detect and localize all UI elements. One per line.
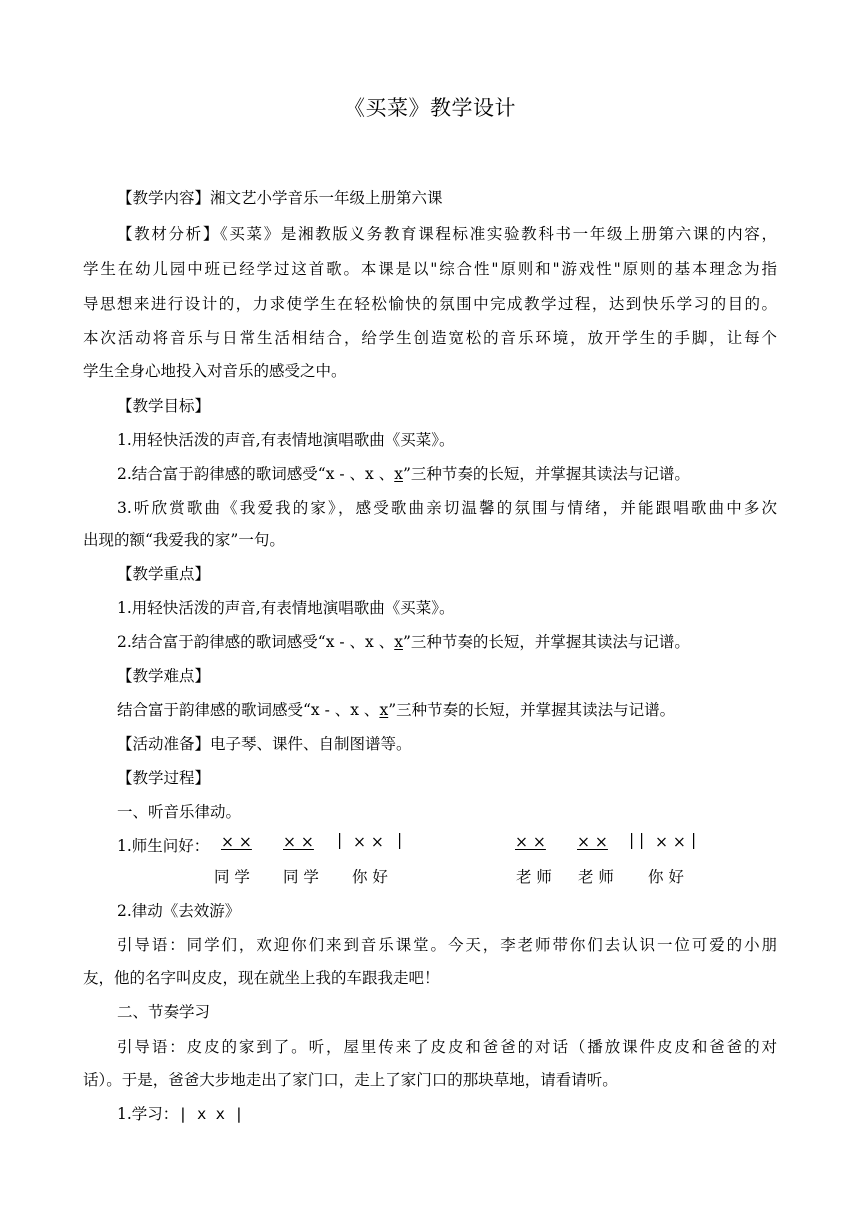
guide-1-line-1: 引导语：同学们，欢迎你们来到音乐课堂。今天，李老师带你们去认识一位可爱的小朋	[117, 936, 777, 954]
difficulty-heading: 【教学难点】	[117, 667, 211, 685]
rhythm-beat: × ×	[283, 833, 314, 851]
lyric-word: 你 好	[352, 868, 388, 886]
greeting-label: 1.师生问好：	[117, 837, 210, 855]
goal-1: 1.用轻快活泼的声音,有表情地演唱歌曲《买菜》。	[117, 431, 455, 449]
rhythm-beat: × ×	[515, 833, 546, 851]
rhythm-beat: × ×	[577, 833, 608, 851]
rhythm-beat: × ×	[221, 833, 252, 851]
learn-line	[117, 1107, 244, 1123]
barline: |	[691, 831, 697, 849]
lyric-word: 老 师	[516, 868, 552, 886]
lyric-word: 老 师	[578, 868, 614, 886]
lyric-word: 同 学	[283, 868, 319, 886]
barline: |	[639, 831, 645, 849]
prep-paragraph	[117, 737, 412, 753]
barline: |	[337, 831, 343, 849]
rhythm-beat: × ×	[655, 833, 686, 851]
prep-label: 【活动准备】	[117, 735, 211, 753]
rhythm-activity: 2.律动《去效游》	[117, 902, 241, 920]
rhythm-beat: × ×	[353, 833, 384, 851]
content-paragraph	[117, 191, 443, 207]
learn-rhythm: | x x |	[178, 1105, 244, 1123]
difficulty-text: 结合富于韵律感的歌词感受“x - 、x 、x”三种节奏的长短，并掌握其读法与记谱。	[117, 701, 676, 719]
barline: |	[397, 831, 403, 849]
lyric-word: 同 学	[214, 868, 250, 886]
focus-1: 1.用轻快活泼的声音,有表情地演唱歌曲《买菜》。	[117, 599, 455, 617]
lyric-word: 你 好	[648, 868, 684, 886]
content-text: 湘文艺小学音乐一年级上册第六课	[210, 189, 443, 207]
analysis-line-1: 【教材分析】《买菜》是湘教版义务教育课程标准实验教科书一年级上册第六课的内容，	[117, 225, 777, 243]
goal-3-line-2: 出现的额“我爱我的家”一句。	[83, 531, 285, 549]
guide-2-line-2: 话）。于是，爸爸大步地走出了家门口，走上了家门口的那块草地，请看请听。	[83, 1071, 618, 1089]
goal-3-line-1: 3.听欣赏歌曲《我爱我的家》，感受歌曲亲切温馨的氛围与情绪，并能跟唱歌曲中多次	[117, 499, 777, 517]
analysis-line-3: 导思想来进行设计的，力求使学生在轻松愉快的氛围中完成教学过程，达到快乐学习的目的。	[83, 295, 777, 313]
goal-2: 2.结合富于韵律感的歌词感受“x - 、x 、x”三种节奏的长短，并掌握其读法与记谱。	[117, 465, 690, 483]
content-label: 【教学内容】	[117, 189, 211, 207]
analysis-line-4: 本次活动将音乐与日常生活相结合，给学生创造宽松的音乐环境，放开学生的手脚，让每个	[83, 329, 777, 347]
prep-text: 电子琴、课件、自制图谱等。	[210, 735, 412, 753]
focus-heading: 【教学重点】	[117, 565, 211, 583]
analysis-line-5: 学生全身心地投入对音乐的感受之中。	[83, 362, 347, 380]
learn-label: 1.学习：	[117, 1105, 179, 1123]
page-title: 《买菜》教学设计	[344, 96, 516, 120]
guide-1-line-2: 友，他的名字叫皮皮，现在就坐上我的车跟我走吧！	[83, 969, 440, 987]
section-2-title: 二、节奏学习	[117, 1003, 211, 1021]
focus-2: 2.结合富于韵律感的歌词感受“x - 、x 、x”三种节奏的长短，并掌握其读法与记谱。	[117, 633, 690, 651]
goals-heading: 【教学目标】	[117, 397, 211, 415]
analysis-line-2: 学生在幼儿园中班已经学过这首歌。本课是以"综合性"原则和"游戏性"原则的基本理念为指	[83, 260, 777, 278]
analysis-label: 【教材分析】	[117, 225, 220, 243]
section-1-title: 一、听音乐律动。	[117, 803, 242, 821]
guide-2-line-1: 引导语：皮皮的家到了。听，屋里传来了皮皮和爸爸的对话（播放课件皮皮和爸爸的对	[117, 1038, 777, 1056]
barline: |	[629, 831, 635, 849]
process-heading: 【教学过程】	[117, 769, 211, 787]
